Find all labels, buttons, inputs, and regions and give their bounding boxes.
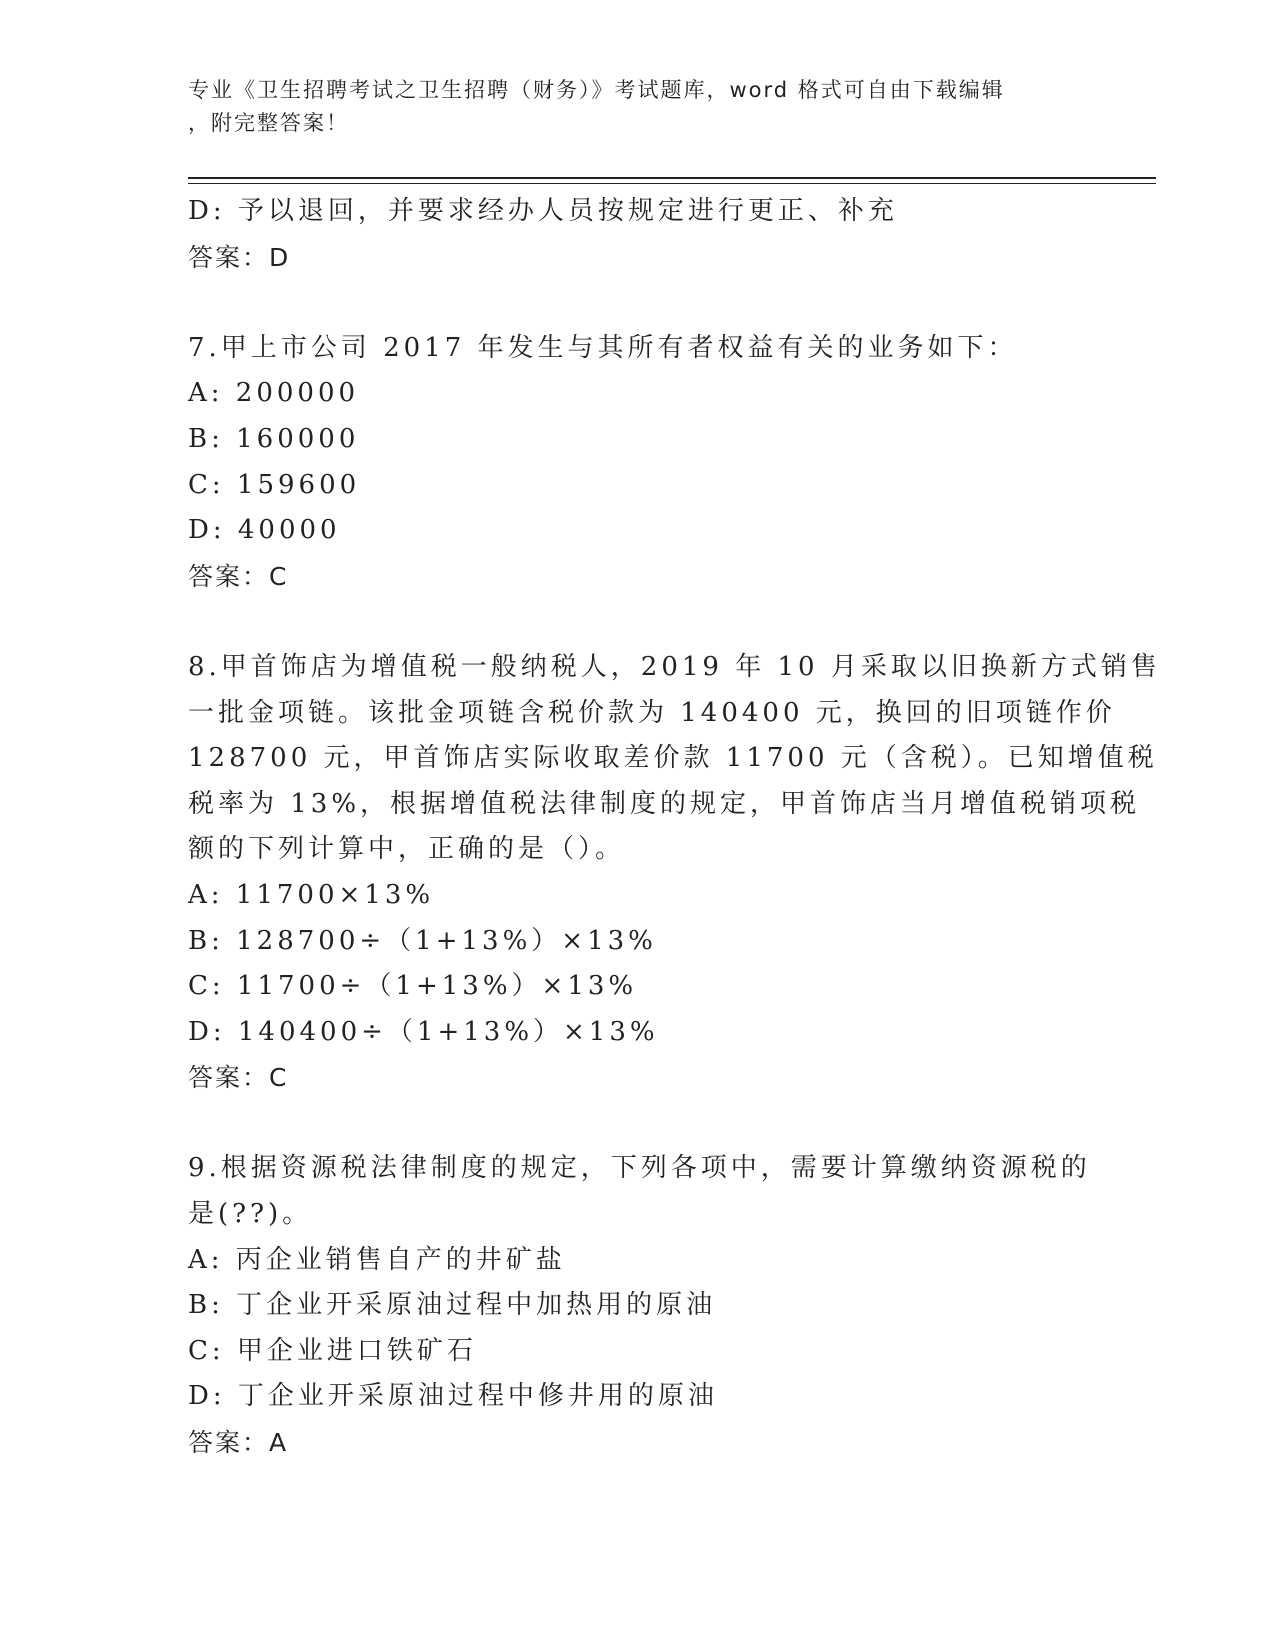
option-a: A: 丙企业销售自产的井矿盐: [188, 1244, 566, 1275]
question-stem-line: 128700 元，甲首饰店实际收取差价款 11700 元（含税）。已知增值税: [188, 743, 1158, 774]
question-stem-line: 额的下列计算中，正确的是（）。: [188, 834, 626, 865]
question-stem-line: 9.根据资源税法律制度的规定，下列各项中，需要计算缴纳资源税的: [188, 1153, 1091, 1184]
question-stem-line: 一批金项链。该批金项链含税价款为 140400 元，换回的旧项链作价: [188, 697, 1116, 728]
option-b: B: 160000: [188, 423, 360, 454]
option-d: D: 予以退回，并要求经办人员按规定进行更正、补充: [188, 196, 898, 226]
option-d: D: 140400÷（1+13%）×13%: [188, 1016, 659, 1047]
option-b: B: 丁企业开采原油过程中加热用的原油: [188, 1290, 717, 1321]
header-line-1: 专业《卫生招聘考试之卫生招聘（财务）》考试题库，word 格式可自由下载编辑: [188, 78, 1005, 102]
option-a: A: 200000: [188, 378, 360, 409]
document-header: [188, 74, 1068, 140]
option-d: D: 丁企业开采原油过程中修井用的原油: [188, 1381, 718, 1412]
option-c: C: 11700÷（1+13%）×13%: [188, 971, 638, 1002]
answer: 答案：A: [188, 1428, 289, 1458]
option-b: B: 128700÷（1+13%）×13%: [188, 925, 657, 956]
question-stem-line: 8.甲首饰店为增值税一般纳税人，2019 年 10 月采取以旧换新方式销售: [188, 651, 1161, 682]
option-d: D: 40000: [188, 515, 341, 546]
question-6-tail: [188, 189, 1088, 280]
header-divider: [188, 177, 1156, 179]
answer: 答案：C: [188, 561, 289, 591]
question-list: [188, 189, 1161, 1466]
answer: 答案：C: [188, 1063, 289, 1093]
question-stem-line: 税率为 13%，根据增值税法律制度的规定，甲首饰店当月增值税销项税: [188, 788, 1141, 819]
header-line-2: ，附完整答案！: [188, 111, 349, 135]
question-stem-line: 是(??)。: [188, 1199, 313, 1230]
option-c: C: 甲企业进口铁矿石: [188, 1335, 477, 1366]
option-c: C: 159600: [188, 469, 361, 500]
answer: 答案：D: [188, 242, 291, 272]
question-7: [188, 326, 1088, 600]
question-stem: 7.甲上市公司 2017 年发生与其所有者权益有关的业务如下：: [188, 332, 1018, 363]
option-a: A: 11700×13%: [188, 879, 435, 910]
question-9: [188, 1146, 1091, 1465]
question-8: [188, 645, 1161, 1101]
header-divider-thin: [188, 183, 1156, 184]
